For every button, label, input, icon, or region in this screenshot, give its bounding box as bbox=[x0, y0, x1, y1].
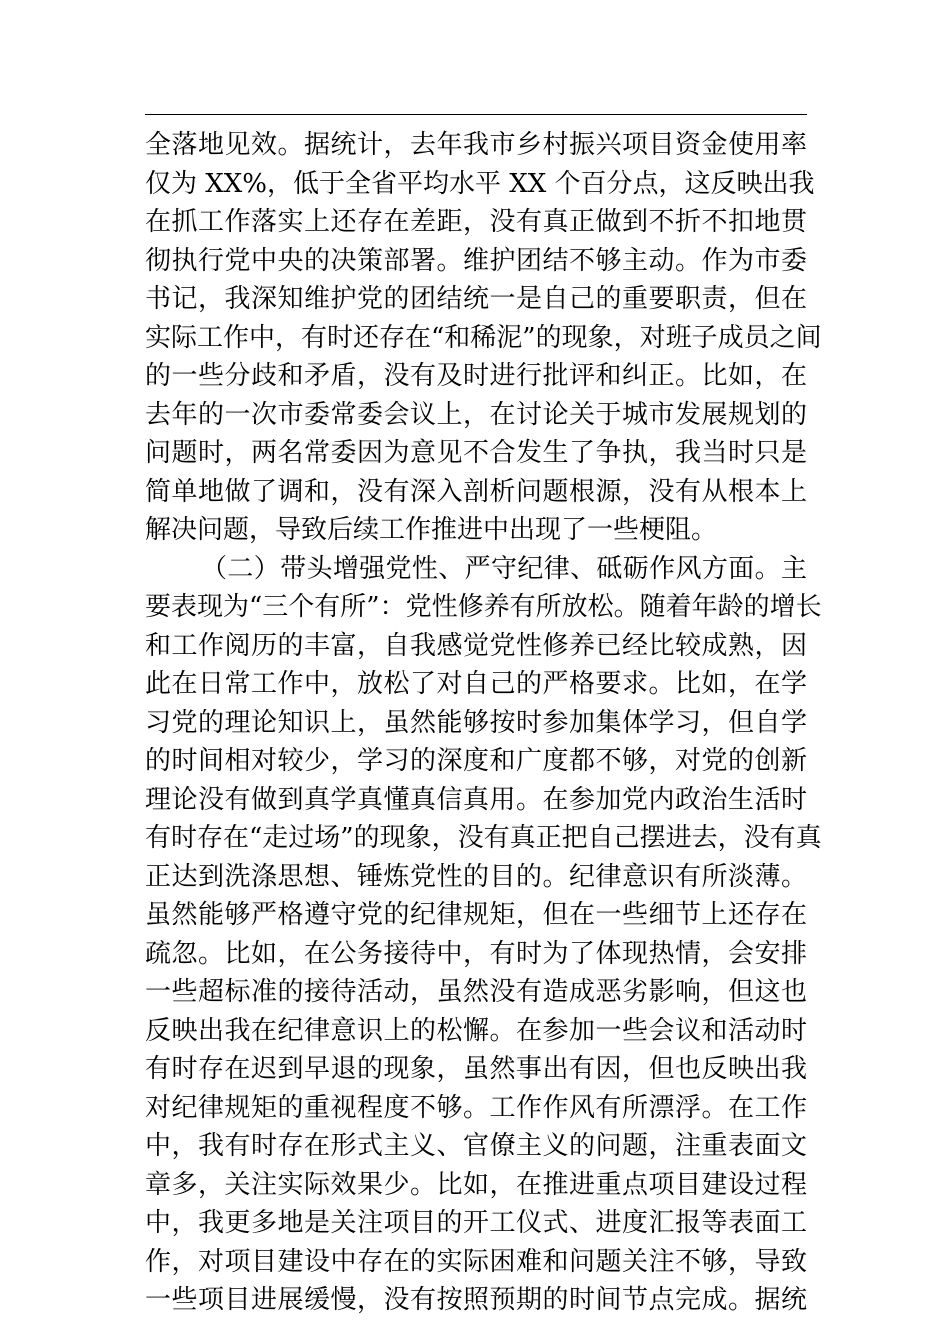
text-line: 中，我更多地是关注项目的开工仪式、进度汇报等表面工 bbox=[145, 1208, 807, 1238]
text-line: 在抓工作落实上还存在差距，没有真正做到不折不扣地贯 bbox=[145, 207, 807, 237]
text-line: 实际工作中，有时还存在“和稀泥”的现象，对班子成员之间 bbox=[145, 322, 822, 353]
text-line: 要表现为“三个有所”：党性修养有所放松。随着年龄的增长 bbox=[145, 592, 822, 622]
header-rule bbox=[145, 114, 807, 115]
text-line: 全落地见效。据统计，去年我市乡村振兴项目资金使用率 bbox=[145, 130, 807, 160]
text-line: 正达到洗涤思想、锤炼党性的目的。纪律意识有所淡薄。 bbox=[145, 861, 807, 892]
text-line: 和工作阅历的丰富，自我感觉党性修养已经比较成熟，因 bbox=[145, 630, 807, 661]
text-line: 有时存在迟到早退的现象，虽然事出有因，但也反映出我 bbox=[145, 1054, 807, 1084]
text-line: 一些超标准的接待活动，虽然没有造成恶劣影响，但这也 bbox=[145, 977, 807, 1007]
text-line: 习党的理论知识上，虽然能够按时参加集体学习，但自学 bbox=[145, 707, 807, 738]
text-line: 彻执行党中央的决策部署。维护团结不够主动。作为市委 bbox=[145, 245, 807, 276]
text-line: 虽然能够严格遵守党的纪律规矩，但在一些细节上还存在 bbox=[145, 900, 807, 930]
text-line: 对纪律规矩的重视程度不够。工作作风有所漂浮。在工作 bbox=[145, 1092, 807, 1123]
text-line: 疏忽。比如，在公务接待中，有时为了体现热情，会安排 bbox=[145, 938, 807, 969]
text-line: 章多，关注实际效果少。比如，在推进重点项目建设过程 bbox=[145, 1169, 807, 1200]
text-line: 中，我有时存在形式主义、官僚主义的问题，注重表面文 bbox=[145, 1131, 807, 1161]
text-line: 问题时，两名常委因为意见不合发生了争执，我当时只是 bbox=[145, 438, 807, 468]
paragraph-end-line: 解决问题，导致后续工作推进中出现了一些梗阻。 bbox=[145, 515, 718, 545]
text-line: 简单地做了调和，没有深入剖析问题根源，没有从根本上 bbox=[145, 476, 807, 507]
text-line: 的一些分歧和矛盾，没有及时进行批评和纠正。比如，在 bbox=[145, 361, 807, 391]
text-line: 反映出我在纪律意识上的松懈。在参加一些会议和活动时 bbox=[145, 1015, 807, 1046]
text-line: 去年的一次市委常委会议上，在讨论关于城市发展规划的 bbox=[145, 399, 807, 430]
text-line: 理论没有做到真学真懂真信真用。在参加党内政治生活时 bbox=[145, 784, 807, 815]
text-line: 仅为 XX%，低于全省平均水平 XX 个百分点，这反映出我 bbox=[145, 168, 815, 199]
text-line: 作，对项目建设中存在的实际困难和问题关注不够，导致 bbox=[145, 1246, 807, 1277]
body-text bbox=[145, 126, 822, 1320]
text-line: 的时间相对较少，学习的深度和广度都不够，对党的创新 bbox=[145, 746, 807, 776]
text-line: 书记，我深知维护党的团结统一是自己的重要职责，但在 bbox=[145, 284, 807, 314]
text-line: 有时存在“走过场”的现象，没有真正把自己摆进去，没有真 bbox=[145, 823, 822, 853]
text-line: 此在日常工作中，放松了对自己的严格要求。比如，在学 bbox=[145, 669, 807, 699]
section-heading-line: （二）带头增强党性、严守纪律、砥砺作风方面。主 bbox=[201, 553, 807, 584]
text-line: 一些项目进展缓慢，没有按照预期的时间节点完成。据统 bbox=[145, 1285, 807, 1315]
